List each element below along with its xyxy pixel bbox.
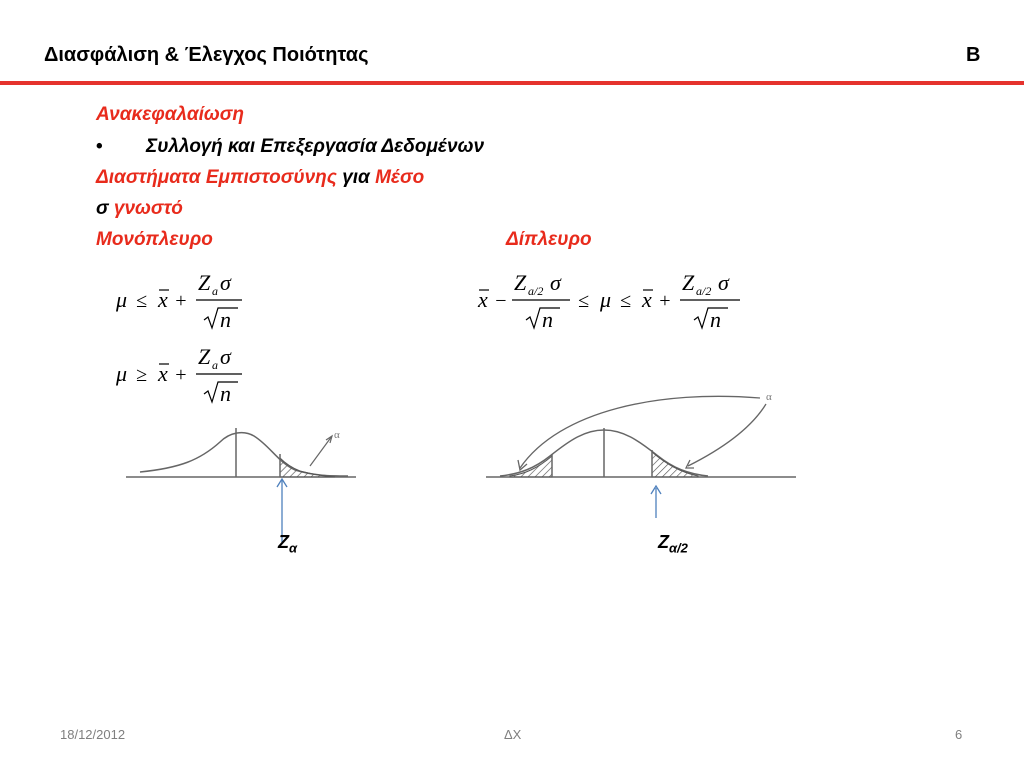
svg-text:≤: ≤: [620, 290, 631, 312]
one-sided-distribution-diagram: [120, 420, 360, 550]
ci-heading-part2: για: [342, 167, 370, 188]
formula-two-sided: [474, 266, 754, 334]
svg-text:Z: Z: [514, 270, 527, 295]
alpha-pointer-left: [520, 396, 760, 468]
ci-heading-part1: Διαστήματα Εμπιστοσύνης: [96, 167, 337, 188]
z-alpha-main: Z: [278, 532, 289, 552]
z-alpha-label: [278, 532, 297, 556]
svg-text:+: +: [658, 290, 672, 312]
svg-text:−: −: [494, 290, 508, 312]
sigma-known-text: γνωστό: [113, 198, 183, 219]
sigma-symbol: σ: [96, 198, 109, 219]
svg-text:x: x: [478, 287, 488, 312]
ci-heading: [96, 167, 424, 189]
tail-region: [280, 458, 335, 477]
formula-one-sided-upper: [112, 266, 252, 334]
sigma-known-line: [96, 198, 183, 220]
footer-page-number: 6: [955, 727, 963, 742]
z-alpha-half-sub: α/2: [669, 540, 688, 556]
svg-text:μ: μ: [116, 287, 128, 312]
svg-text:≥: ≥: [136, 364, 147, 386]
section-letter: B: [966, 44, 981, 66]
svg-text:σ: σ: [550, 270, 561, 295]
normal-curve: [140, 433, 348, 476]
svg-text:x: x: [158, 287, 168, 312]
alpha-mark: α: [334, 429, 340, 441]
ci-heading-part3: Μέσο: [375, 167, 425, 188]
alpha-pointer: [310, 436, 332, 466]
z-alpha-half-main: Z: [658, 532, 669, 552]
svg-text:+: +: [174, 290, 188, 312]
svg-text:a/2: a/2: [528, 284, 544, 298]
svg-text:Z: Z: [198, 344, 211, 369]
bullet-text: Συλλογή και Επεξεργασία Δεδομένων: [146, 136, 485, 157]
z-alpha-sub: α: [289, 540, 298, 556]
svg-text:Z: Z: [682, 270, 695, 295]
z-alpha-half-label: [658, 532, 688, 556]
recap-heading: Ανακεφαλαίωση: [96, 104, 244, 125]
alpha-mark: α: [766, 391, 772, 403]
one-sided-heading: Μονόπλευρο: [96, 229, 213, 250]
footer-author: ΔΧ: [504, 727, 522, 742]
svg-text:a/2: a/2: [696, 284, 712, 298]
bullet-icon: •: [96, 136, 103, 157]
two-sided-heading: Δίπλευρο: [506, 229, 592, 250]
svg-text:μ: μ: [600, 287, 612, 312]
two-sided-distribution-diagram: [480, 390, 800, 520]
header-divider: [0, 81, 1024, 85]
svg-text:+: +: [174, 364, 188, 386]
svg-text:n: n: [710, 307, 721, 332]
svg-text:n: n: [542, 307, 553, 332]
svg-text:σ: σ: [220, 344, 231, 369]
alpha-pointer-right: [688, 404, 766, 466]
svg-text:n: n: [220, 381, 231, 406]
svg-text:σ: σ: [718, 270, 729, 295]
svg-text:a: a: [212, 284, 218, 298]
svg-text:n: n: [220, 307, 231, 332]
svg-text:Z: Z: [198, 270, 211, 295]
svg-text:x: x: [642, 287, 652, 312]
svg-text:σ: σ: [220, 270, 231, 295]
svg-text:≤: ≤: [136, 290, 147, 312]
svg-text:a: a: [212, 358, 218, 372]
svg-text:x: x: [158, 361, 168, 386]
svg-text:≤: ≤: [578, 290, 589, 312]
footer-date: 18/12/2012: [60, 727, 126, 742]
formula-one-sided-lower: [112, 340, 252, 408]
svg-text:μ: μ: [116, 361, 128, 386]
slide-title: Διασφάλιση & Έλεγχος Ποιότητας: [44, 44, 369, 66]
